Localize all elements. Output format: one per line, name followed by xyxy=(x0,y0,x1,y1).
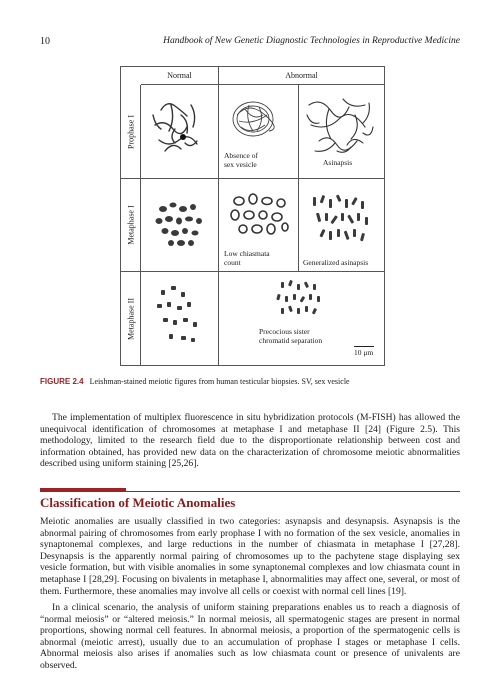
micrograph-prophase-no-sex-vesicle xyxy=(219,85,299,179)
micrograph-metaphase1-normal xyxy=(141,179,219,272)
figure-caption xyxy=(40,377,350,386)
section-rule xyxy=(40,488,460,492)
paragraph-clinical: In a clinical scenario, the analysis of uniform staining preparations enables us to reach a diagnosis of “normal meiosis” or “altered meiosis.” In normal meiosis, all spermatogenic stages are present in normal proportions, showing normal cell features. In abnormal meiosis, a proportion of the spermatogenic cells is abnormal (meiotic arrest), usually due to an accumulation of prophase I stages or metaphase I cells. Abnormal meiosis also arises if anomalies such as low chiasmata count or presence of univalents are observed. xyxy=(40,602,460,671)
column-header-normal: Normal xyxy=(141,67,219,85)
row-label-metaphase1: Metaphase I xyxy=(121,179,141,272)
page-number: 10 xyxy=(40,36,50,47)
paragraph-mfish: The implementation of multiplex fluorescence in situ hybridization protocols (M-FISH) has allowed the unequivocal identification of chromosomes at metaphase I and metaphase II [24] (Figure 2.5). This methodology, limited to the research field due to the disproportionate relationship between cost and information obtained, has provided new data on the characterization of chromosome meiotic abnormalities described using uniform staining [25,26]. xyxy=(40,412,460,470)
micrograph-metaphase2-normal xyxy=(141,272,219,365)
micrograph-metaphase1-generalized-asinapsis xyxy=(299,179,384,272)
micrograph-prophase-normal xyxy=(141,85,219,179)
figure-caption-text: Leishman-stained meiotic figures from human testicular biopsies. SV, sex vesicle xyxy=(89,377,350,386)
micrograph-metaphase2-precocious xyxy=(219,272,384,365)
paragraph-classification: Meiotic anomalies are usually classified in two categories: asynapsis and desynapsis. Asynapsis is the abnormal pairing of chromosomes from early prophase I with no formation of the sex vesicle, anomalies in synaptonemal complexes, and large reductions in the number of chiasmata in metaphase I [27,28]. Desynapsis is the apparently normal pairing of chromosomes up to the pachytene stage displaying sex vesicle formation, but with visible anomalies in some synaptonemal complexes and low chiasmata count in metaphase I [28,29]. Focusing on bivalents in metaphase I, abnormalities may affect one, several, or most of them. Furthermore, these anomalies may involve all cells or coexist with normal cell lines [19]. xyxy=(40,516,460,597)
section-heading: Classification of Meiotic Anomalies xyxy=(40,495,236,510)
running-head: Handbook of New Genetic Diagnostic Technologies in Reproductive Medicine xyxy=(163,36,460,46)
row-label-metaphase2: Metaphase II xyxy=(121,272,141,365)
caption-absence-sex-vesicle: Absence of sex vesicle xyxy=(224,151,258,169)
figure-2-4 xyxy=(120,66,385,366)
caption-asinapsis: Asinapsis xyxy=(323,158,353,167)
micrograph-metaphase1-low-chiasmata xyxy=(219,179,299,272)
micrograph-metaphase1-normal-image xyxy=(141,179,219,272)
row-label-prophase: Prophase I xyxy=(121,85,141,179)
section-rule-line xyxy=(126,491,460,492)
scale-bar-label: 10 μm xyxy=(354,348,374,357)
scale-bar xyxy=(354,346,374,357)
micrograph-prophase-normal-image xyxy=(141,85,219,179)
scale-bar-line xyxy=(354,346,374,347)
section-rule-accent xyxy=(40,488,126,492)
figure-label: FIGURE 2.4 xyxy=(40,377,84,386)
caption-generalized-asinapsis: Generalized asinapsis xyxy=(303,258,369,267)
caption-low-chiasmata: Low chiasmata count xyxy=(224,249,270,267)
caption-precocious: Precocious sister chromatid separation xyxy=(259,327,323,345)
micrograph-prophase-asinapsis xyxy=(299,85,384,179)
micrograph-metaphase2-normal-image xyxy=(141,272,219,365)
column-header-abnormal: Abnormal xyxy=(219,67,384,85)
